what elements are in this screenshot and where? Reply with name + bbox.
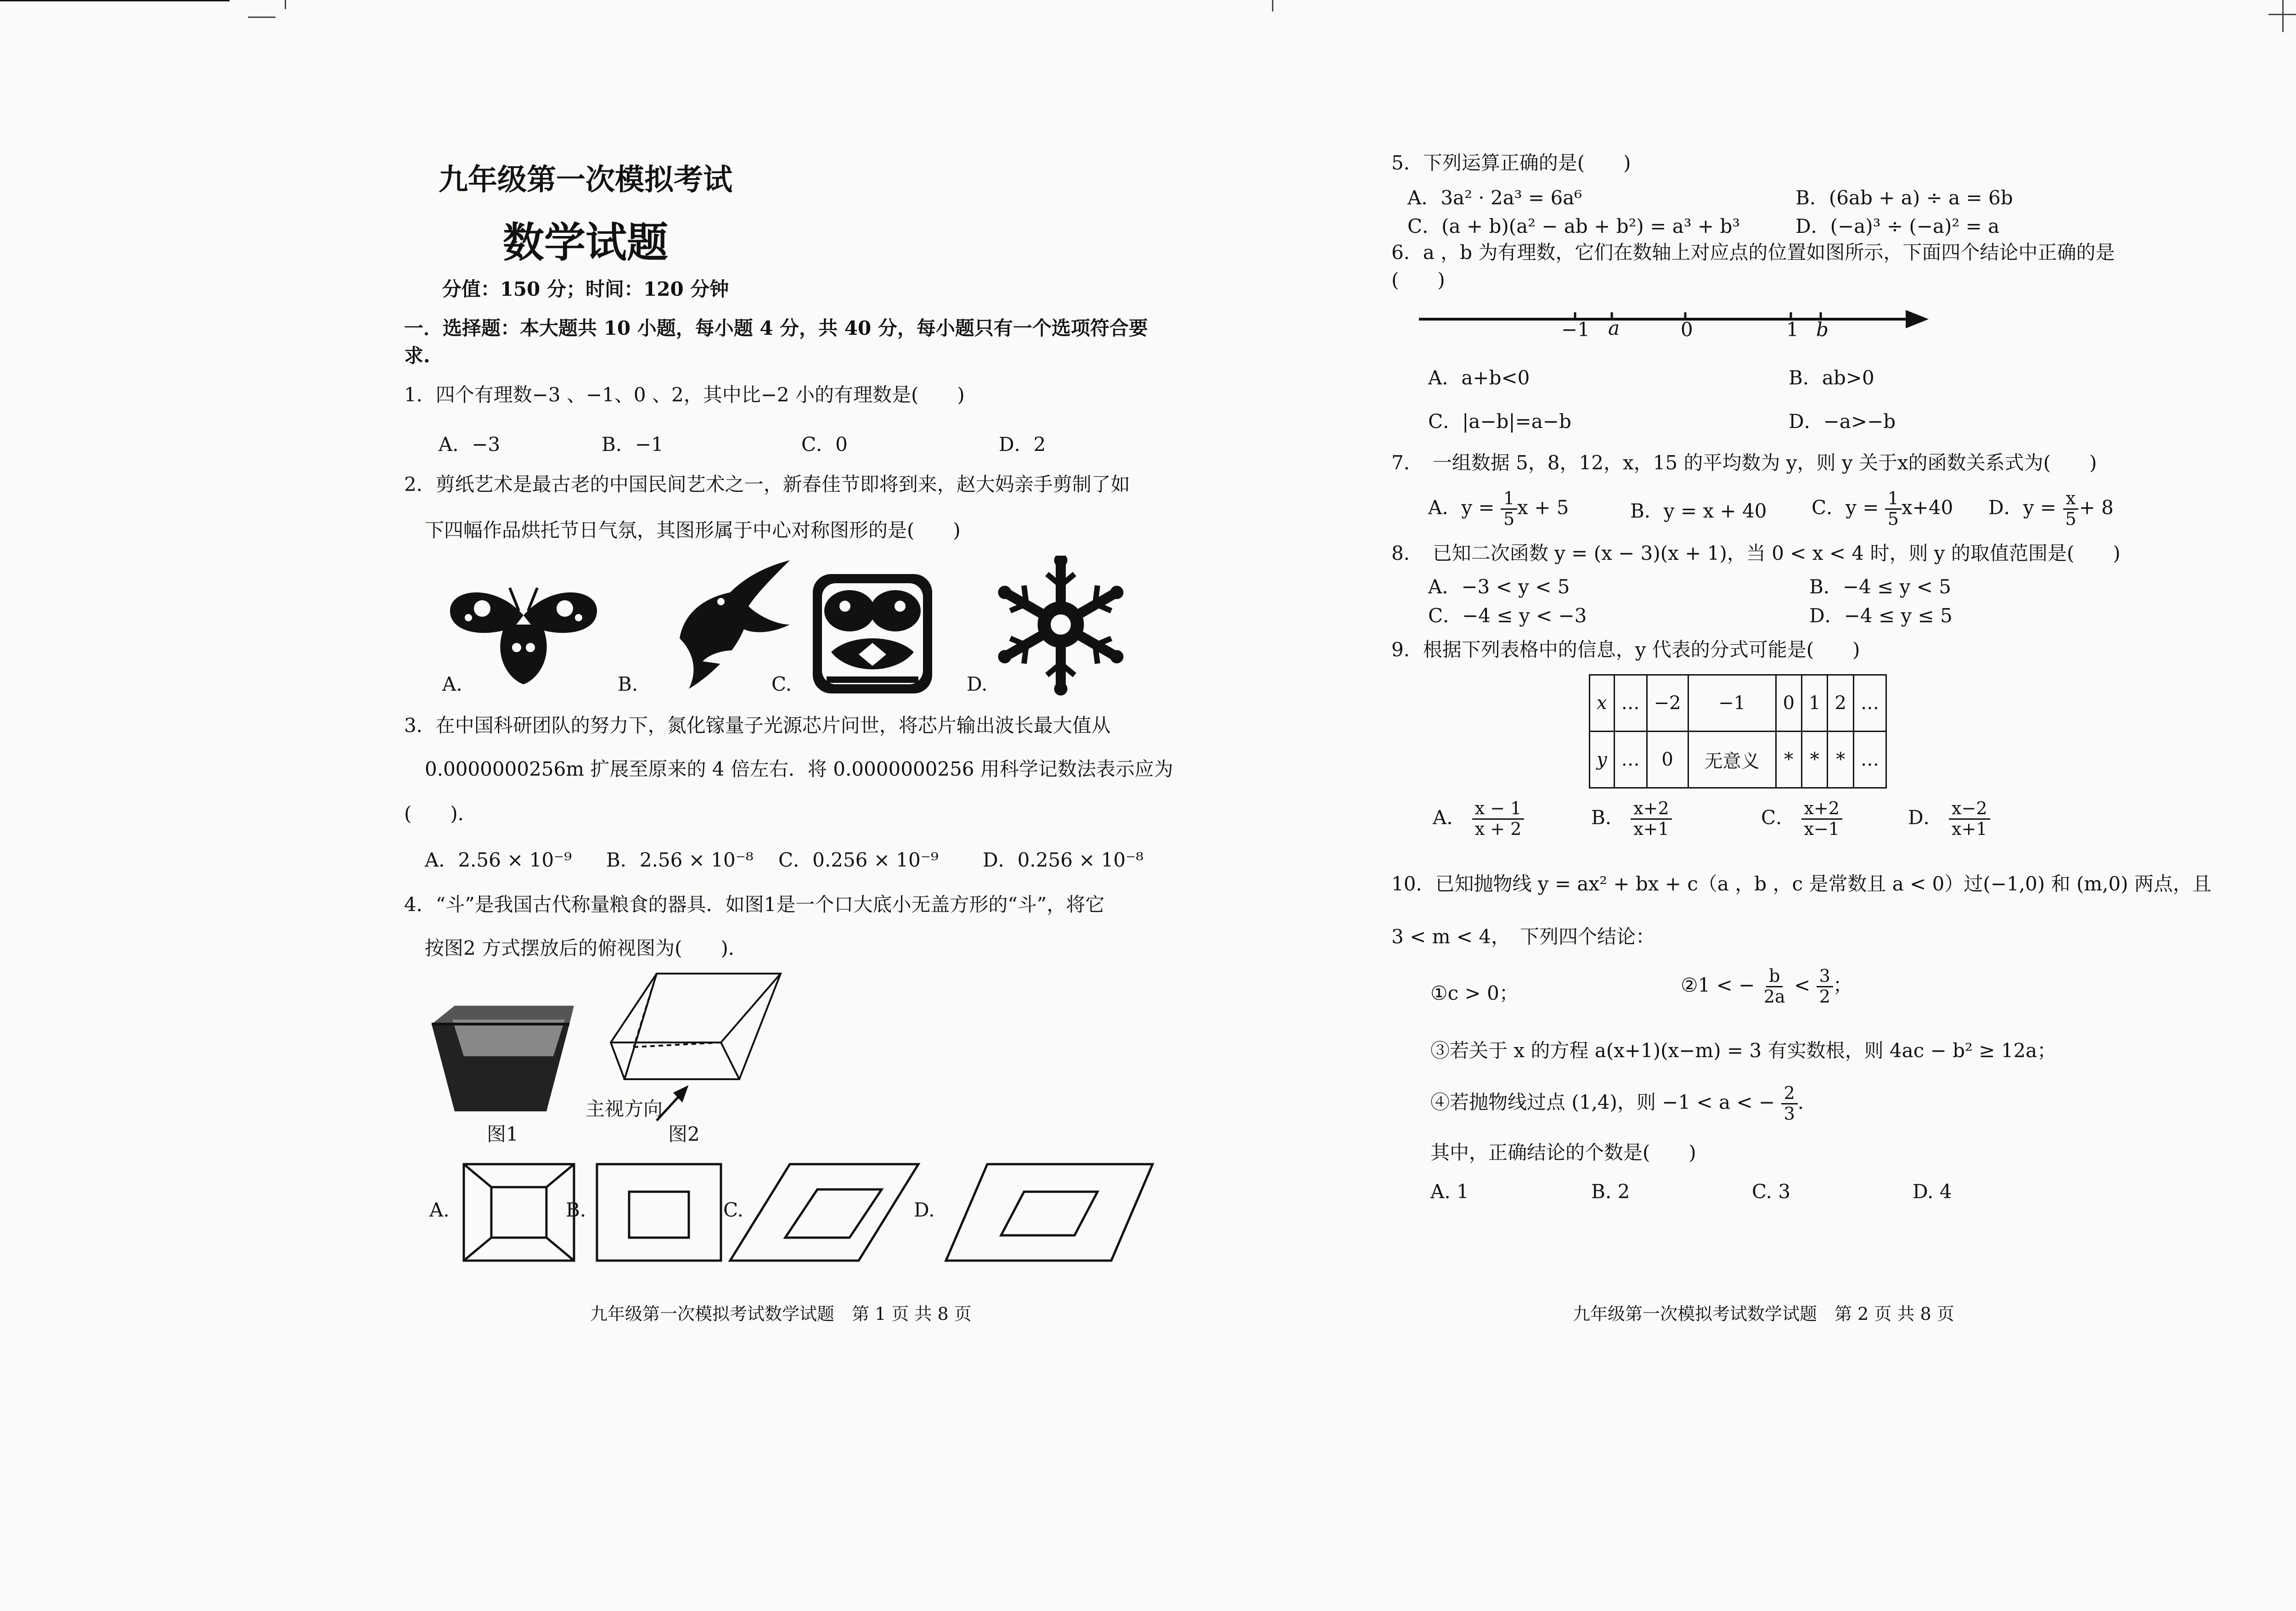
q10-conclusion-2: ②1 < − $\frac{b}{2a}$ < $\frac{3}{2}$ ； xyxy=(1681,966,1852,1007)
q4-option-a-figure xyxy=(464,1164,574,1261)
question-6: 6．a ，b 为有理数，它们在数轴上对应点的位置如图所示，下面四个结论中正确的是 xyxy=(1391,241,2115,264)
q2-option-a: A. xyxy=(442,673,462,695)
q10-option-a: A. 1 xyxy=(1430,1180,1469,1203)
q10-conclusion-4: ④若抛物线过点 (1,4)，则 −1 < a < − $\frac{2}{3}$ . xyxy=(1430,1083,1804,1124)
q3-option-c: C．0.256 × 10⁻⁹ xyxy=(778,849,939,871)
question-5: 5．下列运算正确的是( ) xyxy=(1391,152,1631,174)
q2-option-d: D. xyxy=(967,673,988,695)
question-2-cont: 下四幅作品烘托节日气氛，其图形属于中心对称图形的是( ) xyxy=(425,519,961,541)
table-cell: … xyxy=(1614,675,1647,732)
q8-option-b: B．−4 ≤ y < 5 xyxy=(1809,575,1952,598)
section-heading: 一．选择题：本大题共 10 小题，每小题 4 分，共 40 分，每小题只有一个选项符合要 xyxy=(404,317,1148,339)
table-row xyxy=(1590,732,1886,788)
q8-option-d: D．−4 ≤ y ≤ 5 xyxy=(1809,604,1953,627)
q4-option-c-figure xyxy=(730,1164,918,1261)
q10-question: 其中，正确结论的个数是( ) xyxy=(1430,1141,1696,1164)
q1-option-d: D．2 xyxy=(999,433,1046,456)
q6-option-d: D．−a>−b xyxy=(1789,410,1896,433)
table-cell: 无意义 xyxy=(1688,732,1776,788)
q5-option-b: B．(6ab + a) ÷ a = 6b xyxy=(1795,186,2013,209)
q10-option-d: D. 4 xyxy=(1913,1180,1952,1203)
figure-2-label: 图2 xyxy=(668,1123,700,1145)
arrow-right-icon xyxy=(1906,310,1929,328)
question-4-cont: 按图2 方式摆放后的俯视图为( )． xyxy=(425,937,748,959)
q4-option-d-figure xyxy=(946,1164,1153,1261)
swallow-papercut-icon xyxy=(680,560,790,689)
subject-title: 数学试题 xyxy=(503,218,668,267)
q4-option-figures xyxy=(455,1157,1171,1267)
q7-option-d: D．y = $\frac{x}{5}$ + 8 xyxy=(1988,488,2114,529)
q6-option-c: C．|a−b|=a−b xyxy=(1428,410,1571,433)
number-line xyxy=(1419,294,1970,354)
q8-option-a: A．−3 < y < 5 xyxy=(1428,575,1570,598)
q10-conclusion-1: ①c > 0； xyxy=(1430,982,1519,1004)
q2-option-c: C. xyxy=(771,673,792,695)
q9-value-table xyxy=(1589,674,1887,789)
score-info: 分值：150 分；时间：120 分钟 xyxy=(442,278,729,300)
q10-option-c: C. 3 xyxy=(1752,1180,1791,1203)
table-cell: y xyxy=(1590,732,1615,788)
q9-option-b: B． $\frac{x+2}{x+1}$ xyxy=(1591,799,1672,839)
page-footer-1: 九年级第一次模拟考试数学试题 第 1 页 共 8 页 xyxy=(590,1304,972,1324)
q5-option-c: C．(a + b)(a² − ab + b²) = a³ + b³ xyxy=(1407,215,1740,237)
question-3-cont: 0.0000000256m 扩展至原来的 4 倍左右．将 0.0000000256 用科学记数法表示应为 xyxy=(425,758,1173,780)
q4-option-c: C. xyxy=(723,1199,743,1221)
table-cell: 2 xyxy=(1828,675,1853,732)
table-cell: … xyxy=(1853,732,1886,788)
question-10: 10．已知抛物线 y = ax² + bx + c（a ，b ，c 是常数且 a < 0）过(−1,0) 和 (m,0) 两点，且 xyxy=(1391,873,2212,895)
scan-edge-mark xyxy=(248,17,276,18)
scan-edge-mark xyxy=(0,0,230,1)
dou-line-drawing xyxy=(611,974,781,1079)
scan-edge-mark xyxy=(285,0,286,9)
q3-option-b: B．2.56 × 10⁻⁸ xyxy=(606,849,754,871)
dou-vessel-icon xyxy=(432,1006,574,1111)
axis-label-a: a xyxy=(1608,317,1620,339)
scan-edge-mark xyxy=(2282,0,2284,32)
question-1: 1．四个有理数−3 、−1、0 、2，其中比−2 小的有理数是( ) xyxy=(404,383,965,406)
table-cell: −2 xyxy=(1647,675,1688,732)
q5-option-d: D．(−a)³ ÷ (−a)² = a xyxy=(1795,215,2000,237)
q4-option-b: B. xyxy=(566,1199,586,1221)
question-3-cont2: ( )． xyxy=(404,802,477,825)
page-footer-2: 九年级第一次模拟考试数学试题 第 2 页 共 8 页 xyxy=(1573,1304,1954,1324)
table-cell: * xyxy=(1776,732,1801,788)
q4-option-b-figure xyxy=(597,1164,721,1261)
q9-option-a: A． $\frac{x - 1}{x + 2}$ xyxy=(1433,799,1524,839)
q8-option-c: C．−4 ≤ y < −3 xyxy=(1428,604,1587,627)
section-heading-cont: 求. xyxy=(404,344,430,367)
view-direction-label: 主视方向 xyxy=(585,1098,663,1120)
axis-label-minus-one: −1 xyxy=(1561,318,1590,341)
q3-option-a: A．2.56 × 10⁻⁹ xyxy=(425,849,572,871)
table-cell: 0 xyxy=(1647,732,1688,788)
q7-option-b: B．y = x + 40 xyxy=(1630,500,1767,522)
q7-option-c: C．y = $\frac{1}{5}$ x+40 xyxy=(1812,488,1953,529)
q6-option-a: A．a+b<0 xyxy=(1428,366,1530,389)
question-3: 3．在中国科研团队的努力下，氮化镓量子光源芯片问世，将芯片输出波长最大值从 xyxy=(404,714,1111,737)
q1-option-a: A．−3 xyxy=(439,433,501,456)
table-cell: 0 xyxy=(1776,675,1801,732)
q9-option-d: D． $\frac{x-2}{x+1}$ xyxy=(1908,799,1990,839)
question-4: 4．“斗”是我国古代称量粮食的器具．如图1是一个口大底小无盖方形的“斗”，将它 xyxy=(404,893,1105,916)
q5-option-a: A．3a² · 2a³ = 6a⁶ xyxy=(1407,186,1582,209)
q2-option-b: B. xyxy=(618,673,638,695)
exam-title: 九年级第一次模拟考试 xyxy=(439,163,732,197)
scan-edge-mark xyxy=(2268,14,2296,15)
question-7: 7． 一组数据 5，8，12，x，15 的平均数为 y，则 y 关于x的函数关系式为( ) xyxy=(1391,451,2097,474)
table-cell: 1 xyxy=(1802,675,1828,732)
snowflake-papercut-icon xyxy=(998,556,1123,695)
q10-conclusion-3: ③若关于 x 的方程 a(x+1)(x−m) = 3 有实数根，则 4ac − b² ≥ 12a； xyxy=(1430,1039,2057,1062)
table-cell: * xyxy=(1802,732,1828,788)
figure-1-label: 图1 xyxy=(487,1123,518,1145)
butterfly-papercut-icon xyxy=(450,588,597,684)
question-10-cont: 3 < m < 4， 下列四个结论： xyxy=(1391,925,1655,948)
fish-papercut-icon xyxy=(813,574,932,693)
axis-label-b: b xyxy=(1816,318,1829,341)
question-6-cont: ( ) xyxy=(1391,269,1445,291)
q9-option-c: C． $\frac{x+2}{x-1}$ xyxy=(1761,799,1842,839)
q1-option-c: C．0 xyxy=(801,433,848,456)
axis-label-one: 1 xyxy=(1786,318,1799,341)
table-cell: x xyxy=(1590,675,1615,732)
q3-option-d: D．0.256 × 10⁻⁸ xyxy=(983,849,1144,871)
question-2: 2．剪纸艺术是最古老的中国民间艺术之一，新春佳节即将到来，赵大妈亲手剪制了如 xyxy=(404,473,1130,496)
table-cell: … xyxy=(1614,732,1647,788)
table-cell: −1 xyxy=(1688,675,1776,732)
table-cell: * xyxy=(1828,732,1853,788)
q1-option-b: B．−1 xyxy=(602,433,664,456)
table-cell: … xyxy=(1853,675,1886,732)
table-row xyxy=(1590,675,1886,732)
q10-option-b: B. 2 xyxy=(1591,1180,1630,1203)
q7-option-a: A．y = $\frac{1}{5}$ x + 5 xyxy=(1428,488,1569,529)
axis-label-zero: 0 xyxy=(1681,318,1693,341)
question-9: 9．根据下列表格中的信息，y 代表的分式可能是( ) xyxy=(1391,638,1860,661)
exam-page-2 xyxy=(1171,0,2296,1611)
q4-option-d: D. xyxy=(914,1199,935,1221)
q6-option-b: B．ab>0 xyxy=(1789,366,1874,389)
question-8: 8． 已知二次函数 y = (x − 3)(x + 1)，当 0 < x < 4 时，则 y 的取值范围是( ) xyxy=(1391,542,2121,564)
scan-edge-mark xyxy=(1272,0,1273,11)
q2-papercut-figures xyxy=(432,556,1166,703)
q4-option-a: A. xyxy=(429,1199,450,1221)
